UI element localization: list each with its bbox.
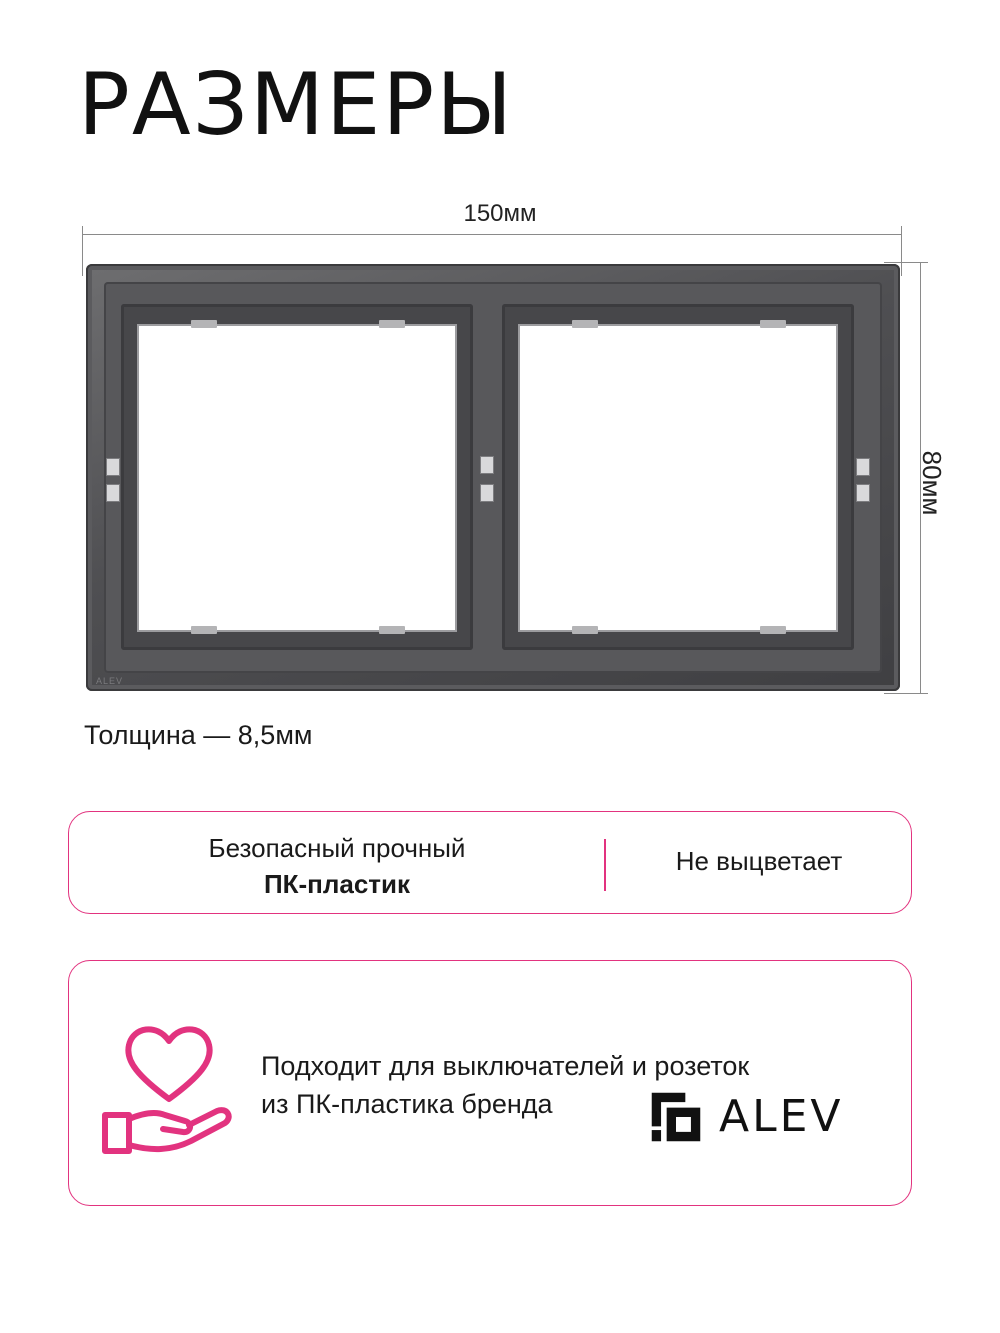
frame-side-clip: [856, 458, 870, 476]
features-divider: [604, 839, 606, 891]
frame-opening-right: [502, 304, 854, 650]
frame-side-clip: [106, 484, 120, 502]
height-dimension-label: 80мм: [917, 450, 947, 516]
width-dimension-tick-left: [82, 226, 83, 276]
frame-window-left: [137, 324, 457, 632]
frame-opening-left: [121, 304, 473, 650]
frame-window-right: [518, 324, 838, 632]
frame-clip: [379, 320, 405, 328]
alev-logo-text: ALEV: [719, 1091, 844, 1142]
frame-clip: [191, 320, 217, 328]
material-feature: [69, 830, 605, 902]
features-box: [68, 811, 912, 914]
thickness-label: Толщина — 8,5мм: [84, 720, 313, 750]
frame-side-clip: [480, 456, 494, 474]
height-dimension-tick-bottom: [884, 693, 928, 694]
material-feature-line1: Безопасный прочный: [208, 833, 466, 863]
frame-side-clip: [106, 458, 120, 476]
width-dimension-tick-right: [901, 226, 902, 276]
frame-side-clip: [856, 484, 870, 502]
frame-clip: [572, 320, 598, 328]
frame-clip: [760, 320, 786, 328]
compatibility-line1: Подходит для выключателей и розеток: [261, 1051, 750, 1081]
frame-clip: [572, 626, 598, 634]
compatibility-box: [68, 960, 912, 1206]
width-dimension-label: 150мм: [463, 200, 537, 227]
frame-clip: [760, 626, 786, 634]
fade-feature: Не выцветает: [675, 846, 843, 876]
alev-logo-icon: [647, 1089, 705, 1145]
material-feature-line2: ПК-пластик: [263, 869, 411, 899]
frame-clip: [191, 626, 217, 634]
frame-clip: [379, 626, 405, 634]
frame-side-clip: [480, 484, 494, 502]
page-title: РАЗМЕРЫ: [78, 55, 515, 155]
heart-in-hand-icon: [99, 1011, 239, 1161]
width-dimension-line: [82, 234, 902, 235]
compatibility-line2: из ПК-пластика бренда: [261, 1089, 553, 1119]
height-dimension-tick-top: [884, 262, 928, 263]
frame-brand-mark: ALEV: [96, 676, 124, 686]
